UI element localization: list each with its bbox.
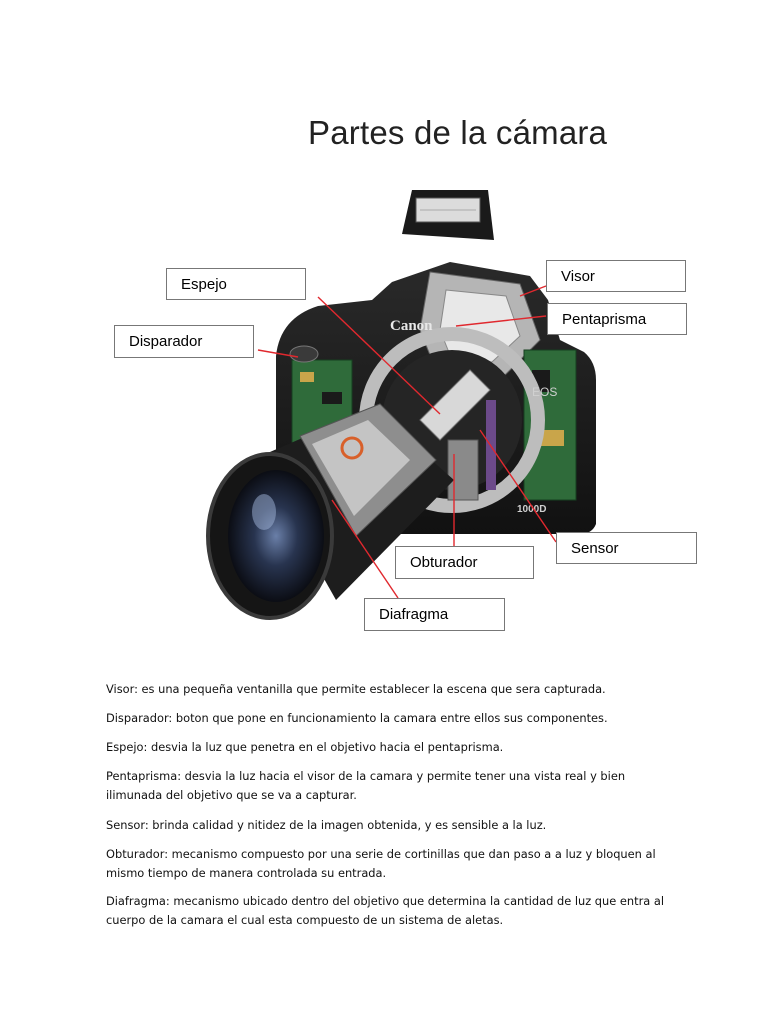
description-espejo: Espejo: desvia la luz que penetra en el objetivo hacia el pentaprisma. bbox=[106, 740, 504, 754]
camera-model-text: EOS bbox=[532, 385, 558, 399]
page-title: Partes de la cámara bbox=[308, 114, 608, 151]
description-pentaprisma: Pentaprisma: desvia la luz hacia el visor de la camara y permite tener una vista real y bien ilimunada del objetivo que se va a capturar. bbox=[106, 769, 626, 802]
label-espejo: Espejo bbox=[166, 268, 306, 300]
label-disparador: Disparador bbox=[114, 325, 254, 358]
label-obturador: Obturador bbox=[395, 546, 534, 579]
description-disparador: Disparador: boton que pone en funcionamiento la camara entre ellos sus componentes. bbox=[106, 711, 608, 725]
flash-unit bbox=[402, 190, 494, 240]
camera-model-number: 1000D bbox=[517, 504, 547, 515]
description-sensor: Sensor: brinda calidad y nitidez de la imagen obtenida, y es sensible a la luz. bbox=[106, 818, 547, 832]
description-obturador: Obturador: mecanismo compuesto por una serie de cortinillas que dan paso a a luz y bloquen al mismo tiempo de manera controlada su entrada. bbox=[106, 847, 656, 880]
label-sensor: Sensor bbox=[556, 532, 697, 564]
camera-brand-logo: Canon bbox=[390, 318, 433, 334]
description-diafragma: Diafragma: mecanismo ubicado dentro del objetivo que determina la cantidad de luz que entra al cuerpo de la camara el cual esta compuesto de un sistema de aletas. bbox=[106, 894, 665, 927]
label-diafragma: Diafragma bbox=[364, 598, 505, 631]
label-pentaprisma: Pentaprisma bbox=[547, 303, 687, 335]
description-visor: Visor: es una pequeña ventanilla que permite establecer la escena que sera capturada. bbox=[106, 682, 606, 696]
label-visor: Visor bbox=[546, 260, 686, 292]
